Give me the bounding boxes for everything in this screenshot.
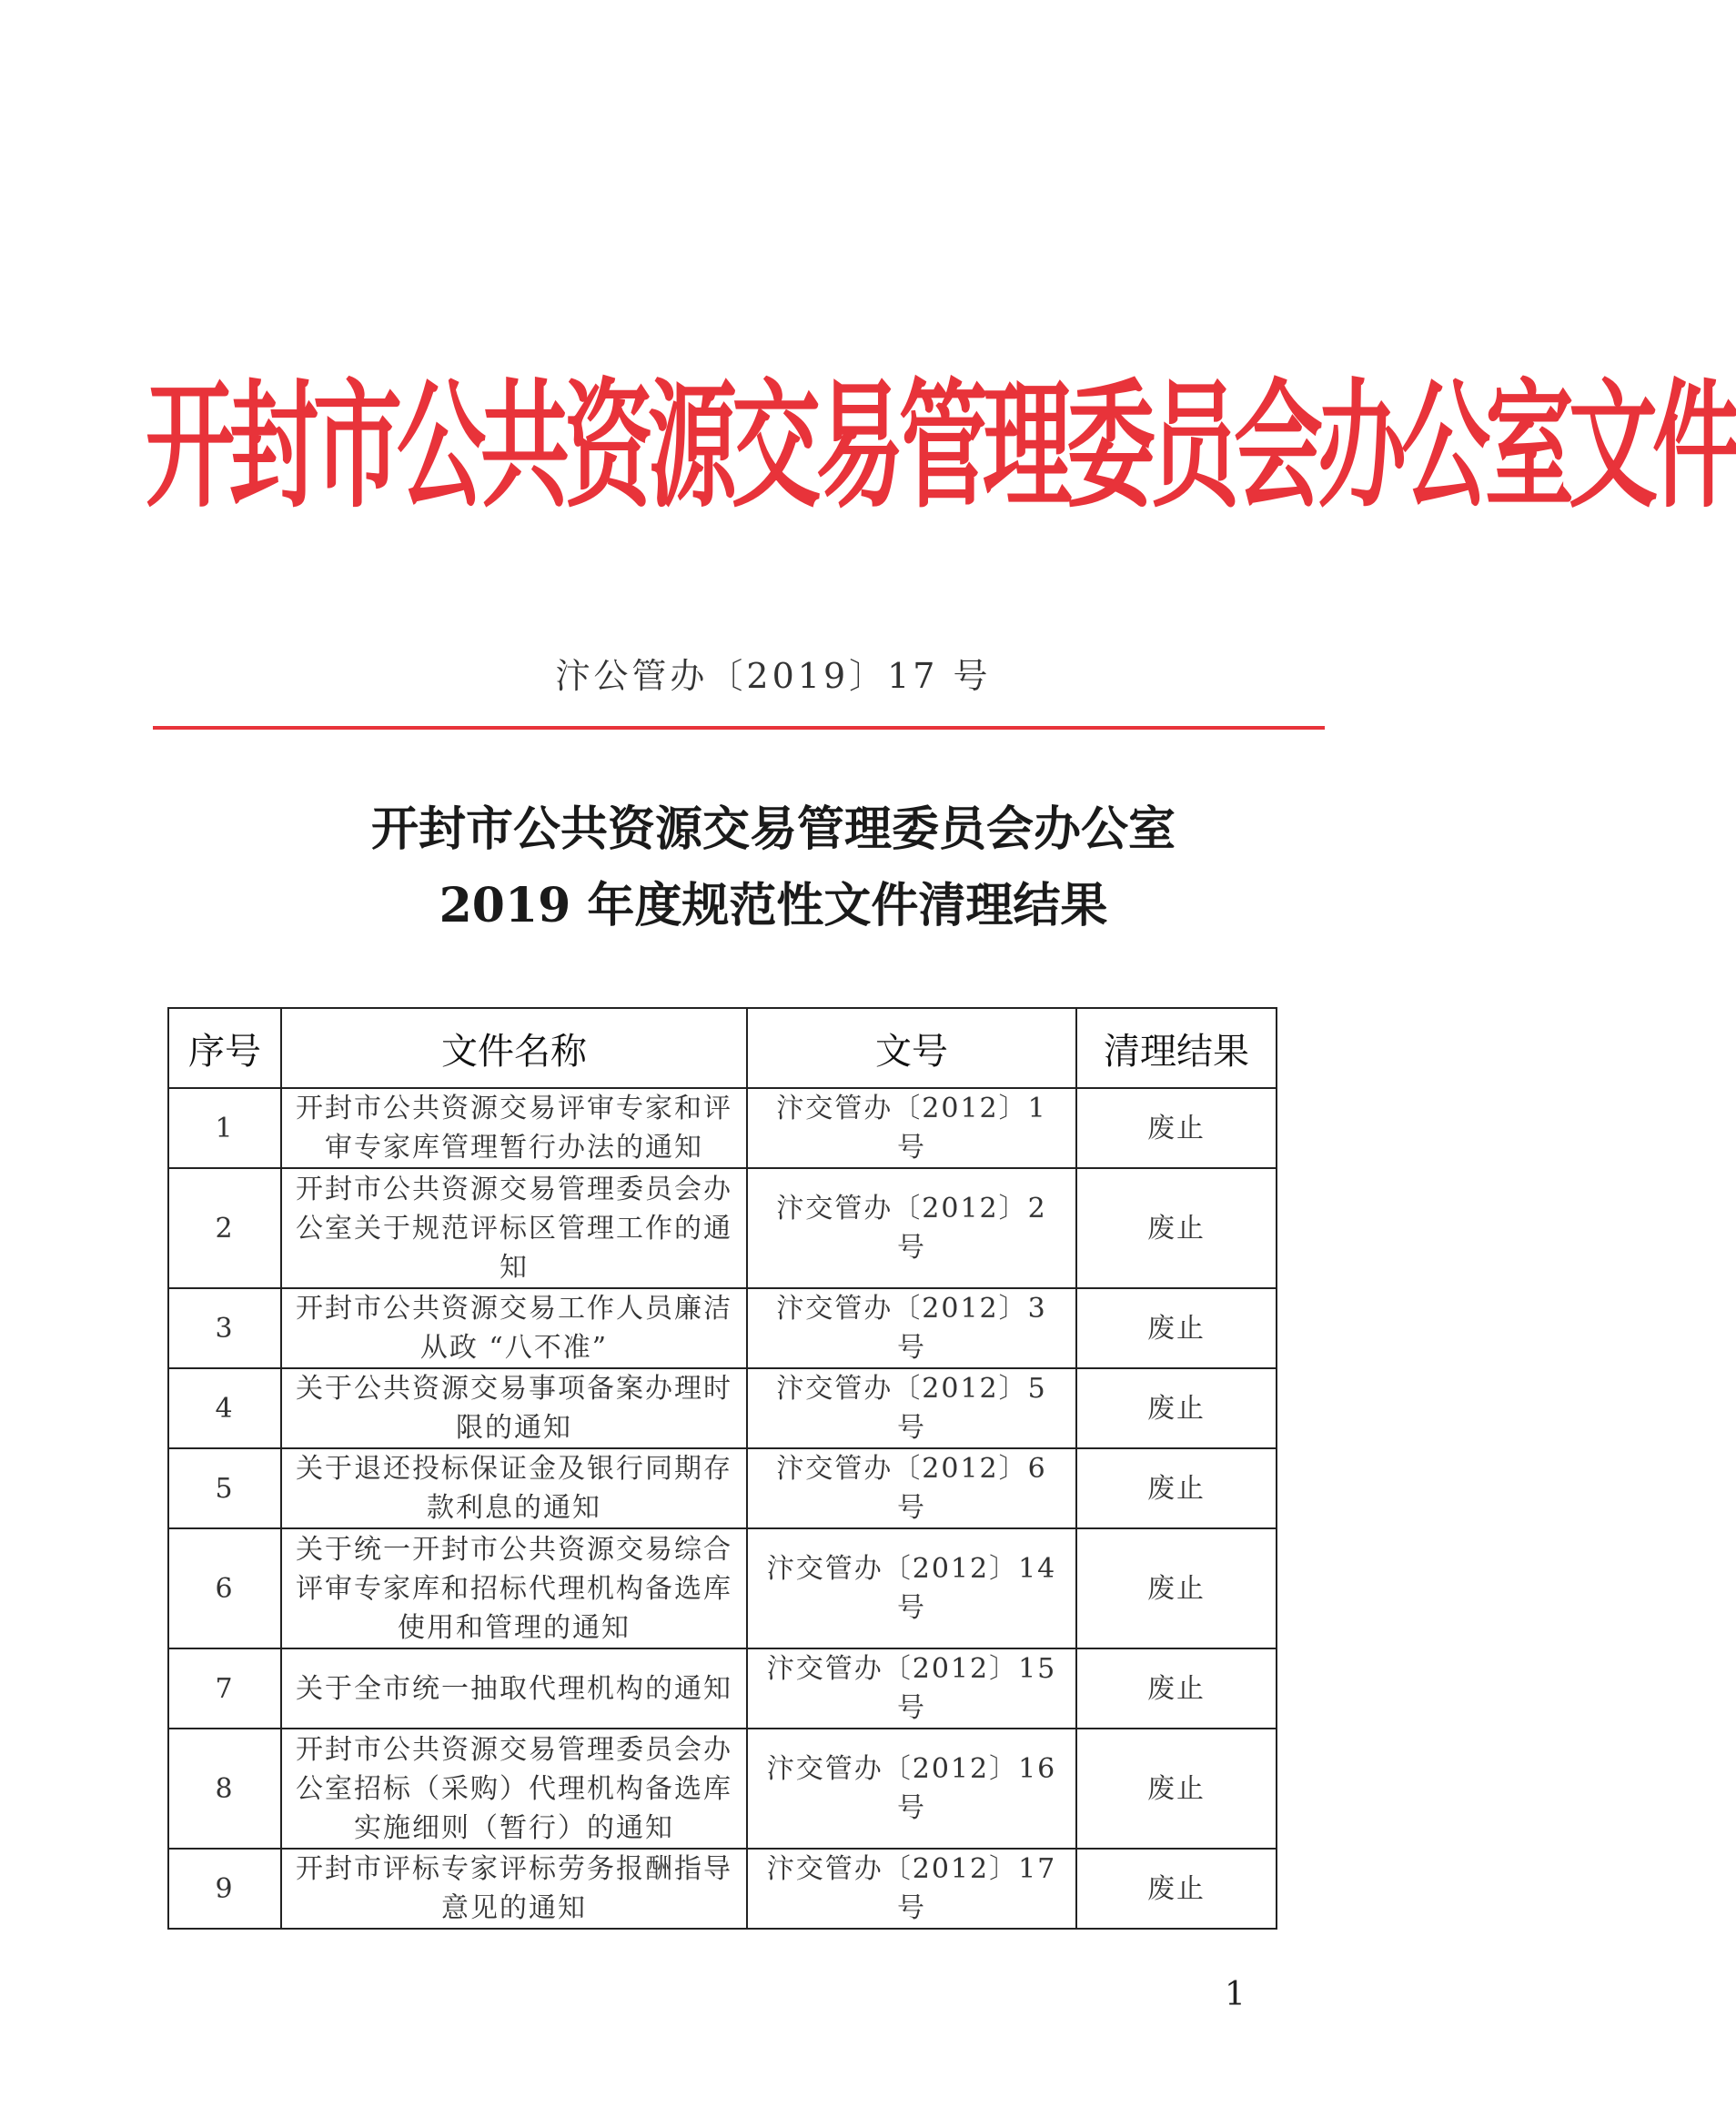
table-row [168, 1729, 1277, 1849]
document-number: 汴公管办〔2019〕17 号 [555, 656, 992, 696]
table-row [168, 1849, 1277, 1929]
cell-result: 废止 [1076, 1849, 1277, 1929]
cell-seq: 9 [168, 1849, 281, 1929]
cell-seq: 8 [168, 1729, 281, 1849]
header-file-name: 文件名称 [281, 1008, 747, 1088]
cell-result: 废止 [1076, 1288, 1277, 1368]
table-row [168, 1368, 1277, 1448]
table-row [168, 1168, 1277, 1288]
cell-doc-number: 汴交管办〔2012〕14 号 [747, 1528, 1076, 1648]
cell-seq: 3 [168, 1288, 281, 1368]
cell-doc-number: 汴交管办〔2012〕3 号 [747, 1288, 1076, 1368]
cell-seq: 1 [168, 1088, 281, 1168]
table-row [168, 1088, 1277, 1168]
header-doc-number: 文号 [747, 1008, 1076, 1088]
cell-doc-number: 汴交管办〔2012〕1 号 [747, 1088, 1076, 1168]
cell-file-name: 关于退还投标保证金及银行同期存款利息的通知 [281, 1448, 747, 1528]
cell-result: 废止 [1076, 1168, 1277, 1288]
cell-doc-number: 汴交管办〔2012〕2 号 [747, 1168, 1076, 1288]
cell-result: 废止 [1076, 1088, 1277, 1168]
cell-result: 废止 [1076, 1729, 1277, 1849]
cell-result: 废止 [1076, 1528, 1277, 1648]
cell-result: 废止 [1076, 1648, 1277, 1729]
cell-seq: 5 [168, 1448, 281, 1528]
masthead-title: 开封市公共资源交易管理委员会办公室文件 [146, 367, 1736, 529]
header-result: 清理结果 [1076, 1008, 1277, 1088]
title-line-2: 2019 年度规范性文件清理结果 [439, 878, 1108, 933]
cleanup-results-table [167, 1007, 1277, 1930]
cell-seq: 2 [168, 1168, 281, 1288]
cell-file-name: 开封市公共资源交易评审专家和评审专家库管理暂行办法的通知 [281, 1088, 747, 1168]
cell-file-name: 开封市公共资源交易管理委员会办公室关于规范评标区管理工作的通知 [281, 1168, 747, 1288]
cell-file-name: 开封市评标专家评标劳务报酬指导意见的通知 [281, 1849, 747, 1929]
cell-result: 废止 [1076, 1368, 1277, 1448]
cell-seq: 4 [168, 1368, 281, 1448]
table-row [168, 1528, 1277, 1648]
cell-seq: 7 [168, 1648, 281, 1729]
masthead-divider [153, 726, 1325, 730]
cell-result: 废止 [1076, 1448, 1277, 1528]
cell-file-name: 关于全市统一抽取代理机构的通知 [281, 1648, 747, 1729]
cell-doc-number: 汴交管办〔2012〕5 号 [747, 1368, 1076, 1448]
cell-file-name: 关于公共资源交易事项备案办理时限的通知 [281, 1368, 747, 1448]
table-row [168, 1288, 1277, 1368]
page-number: 1 [1225, 1976, 1246, 2013]
cell-doc-number: 汴交管办〔2012〕16 号 [747, 1729, 1076, 1849]
table-row [168, 1648, 1277, 1729]
document-title [0, 791, 1547, 944]
title-line-1: 开封市公共资源交易管理委员会办公室 [370, 801, 1176, 857]
table-header-row [168, 1008, 1277, 1088]
cell-file-name: 开封市公共资源交易工作人员廉洁从政 “八不准” [281, 1288, 747, 1368]
cell-file-name: 关于统一开封市公共资源交易综合评审专家库和招标代理机构备选库使用和管理的通知 [281, 1528, 747, 1648]
cell-doc-number: 汴交管办〔2012〕6 号 [747, 1448, 1076, 1528]
table-row [168, 1448, 1277, 1528]
cell-doc-number: 汴交管办〔2012〕17 号 [747, 1849, 1076, 1929]
header-seq: 序号 [168, 1008, 281, 1088]
cell-seq: 6 [168, 1528, 281, 1648]
cell-file-name: 开封市公共资源交易管理委员会办公室招标（采购）代理机构备选库实施细则（暂行）的通知 [281, 1729, 747, 1849]
cell-doc-number: 汴交管办〔2012〕15 号 [747, 1648, 1076, 1729]
